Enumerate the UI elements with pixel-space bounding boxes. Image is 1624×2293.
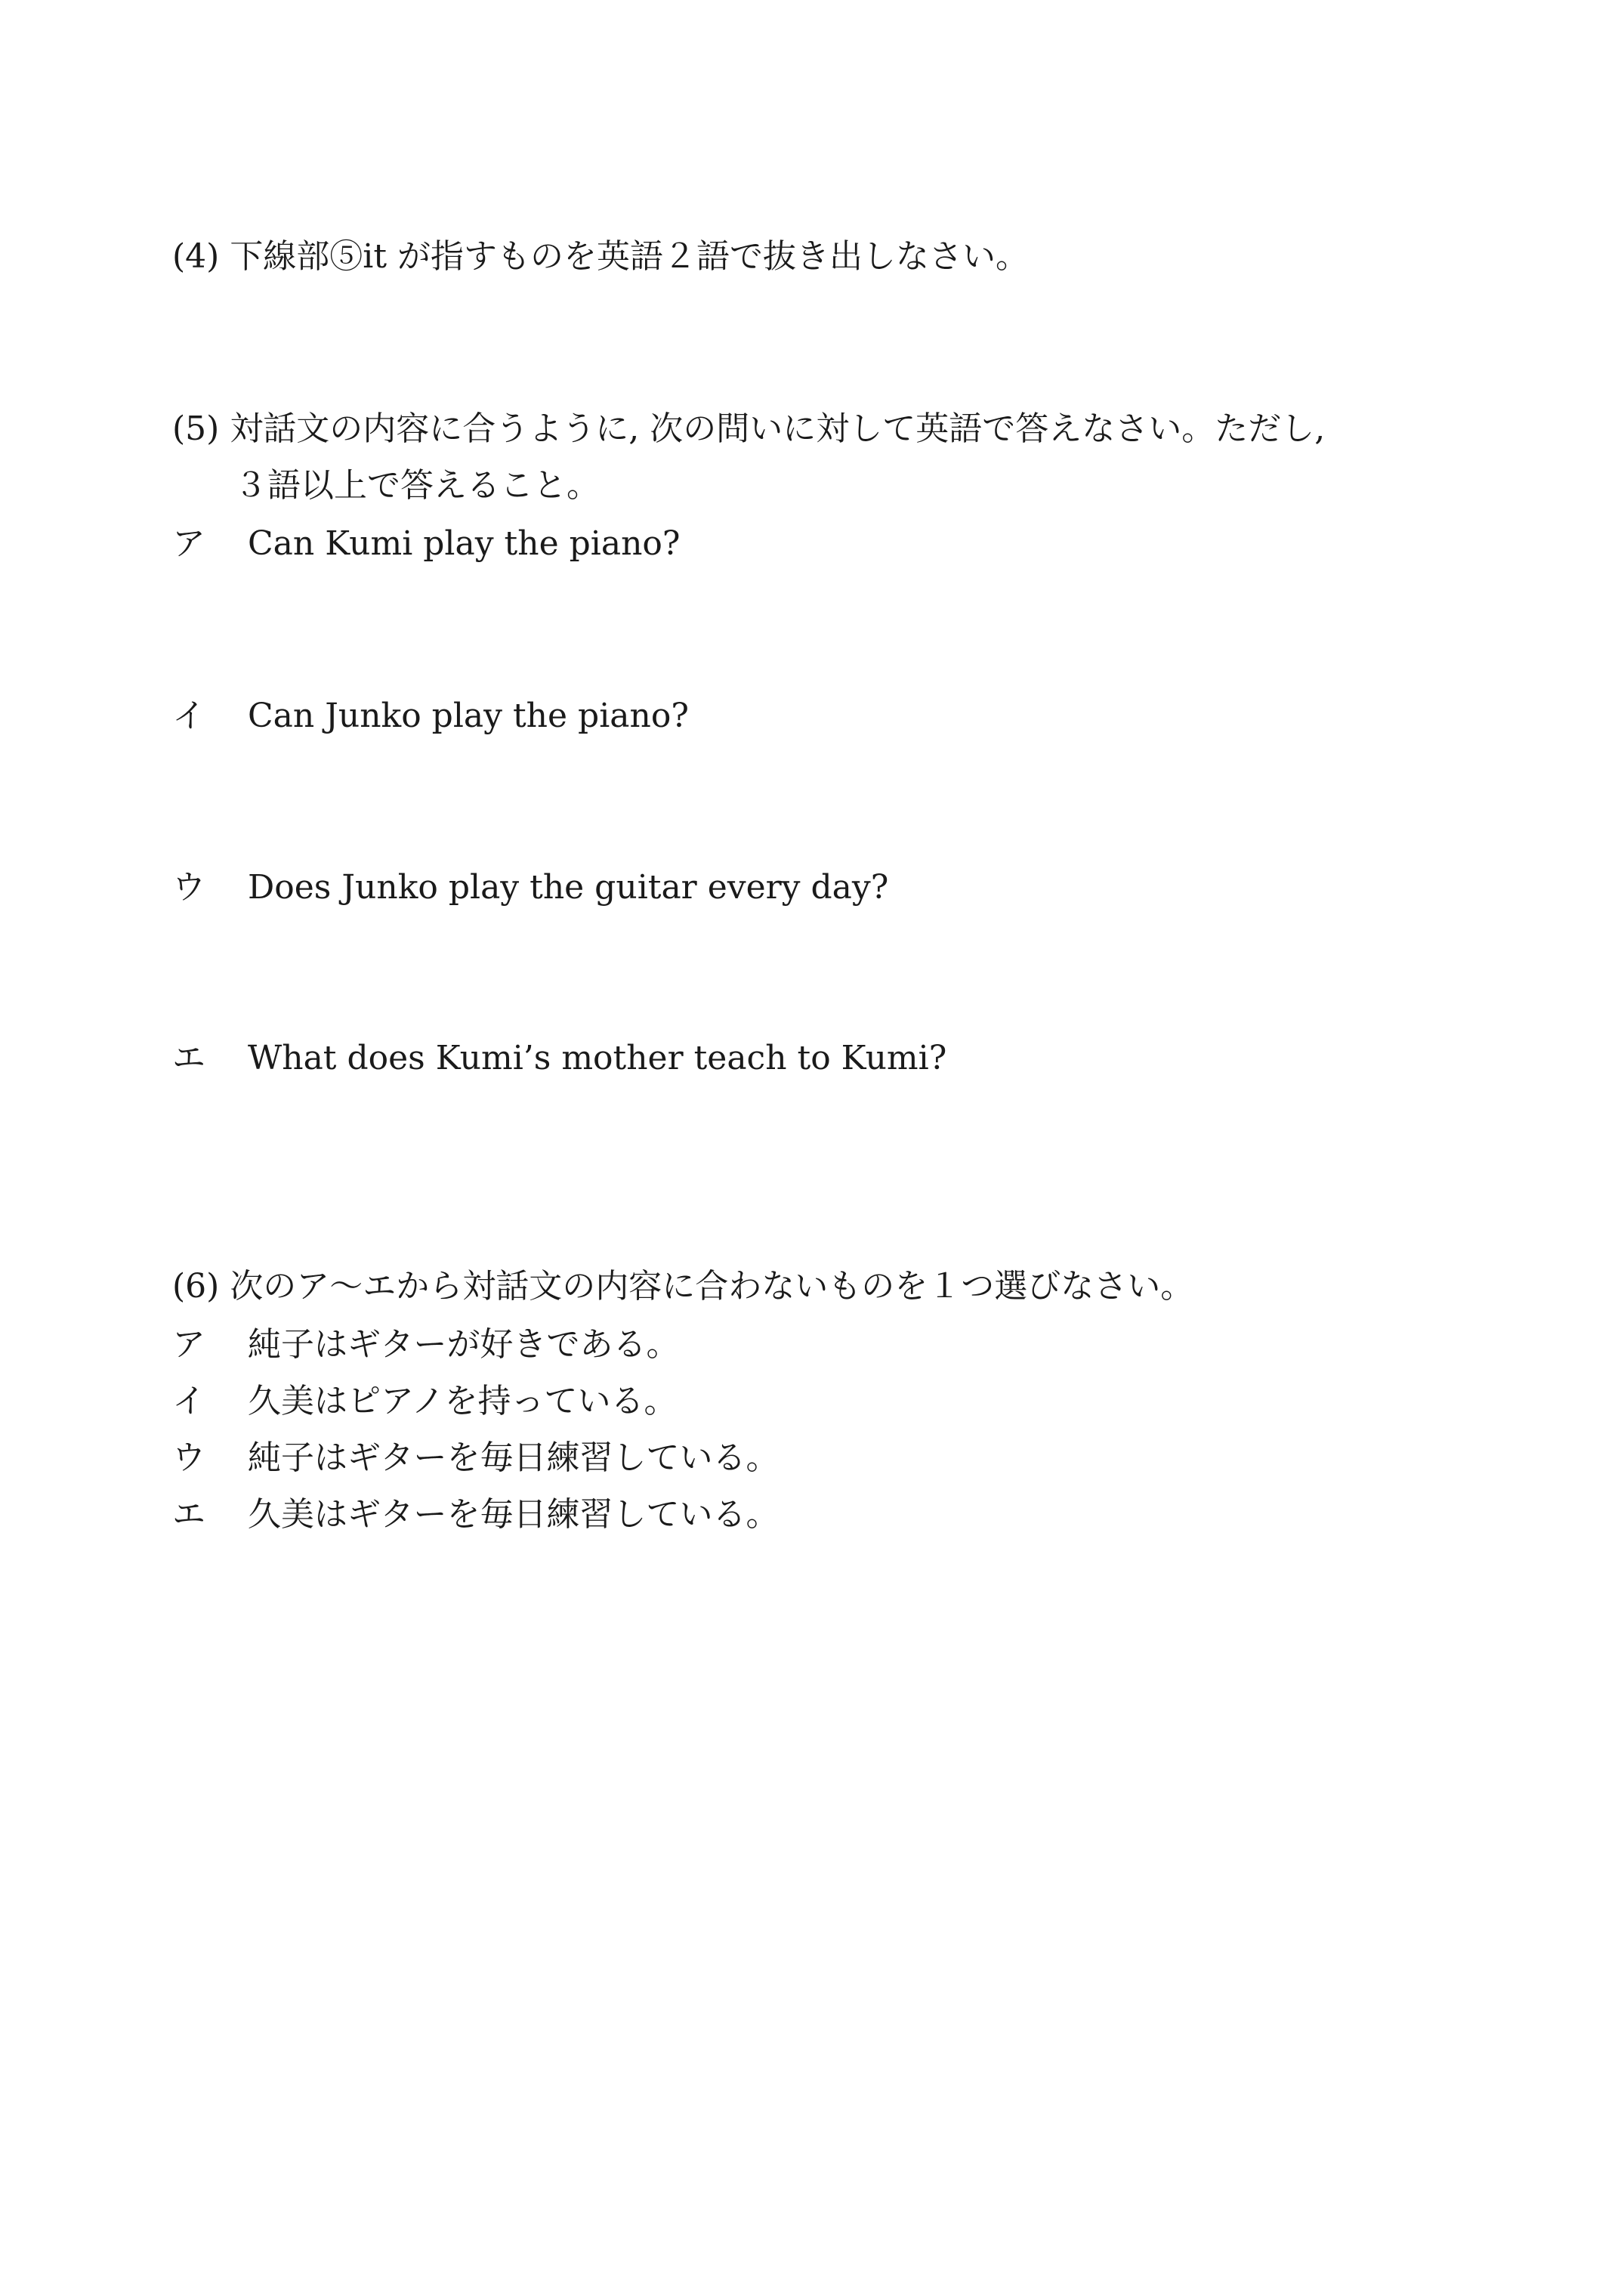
- choice-marker: ア: [172, 1325, 205, 1364]
- choice-text: Can Junko play the piano?: [248, 697, 689, 735]
- q5-choice-c: [172, 867, 888, 909]
- question-6: (6) 次のア～エから対話文の内容に合わないものを１つ選びなさい。: [172, 1267, 1194, 1306]
- choice-text: 久美はピアノを持っている。: [248, 1382, 678, 1420]
- choice-text: 純子はギターが好きである。: [248, 1325, 680, 1364]
- choice-marker: ア: [172, 524, 205, 563]
- choice-text: Does Junko play the guitar every day?: [248, 868, 889, 907]
- choice-marker: ウ: [172, 868, 205, 907]
- choice-text: What does Kumi’s mother teach to Kumi?: [248, 1039, 947, 1077]
- q5-choice-d: [172, 1037, 946, 1080]
- choice-marker: ウ: [172, 1439, 205, 1477]
- choice-text: Can Kumi play the piano?: [248, 524, 681, 563]
- question-4: (4) 下線部⑤it が指すものを英語２語で抜き出しなさい。: [172, 237, 1030, 276]
- choice-marker: エ: [172, 1495, 205, 1534]
- choice-marker: イ: [172, 1382, 205, 1420]
- q5-choice-a: [172, 523, 681, 565]
- choice-marker: エ: [172, 1039, 205, 1077]
- question-5-line-1: (5) 対話文の内容に合うように, 次の問いに対して英語で答えなさい。ただし,: [172, 409, 1326, 448]
- q6-choice-b: [172, 1380, 677, 1423]
- choice-text: 久美はギターを毎日練習している。: [248, 1495, 780, 1534]
- question-5-line-2: ３語以上で答えること。: [234, 466, 600, 505]
- q6-choice-c: [172, 1437, 780, 1479]
- q6-choice-a: [172, 1324, 680, 1366]
- q5-choice-b: [172, 695, 689, 737]
- q6-choice-d: [172, 1494, 780, 1536]
- choice-text: 純子はギターを毎日練習している。: [248, 1439, 780, 1477]
- choice-marker: イ: [172, 697, 205, 735]
